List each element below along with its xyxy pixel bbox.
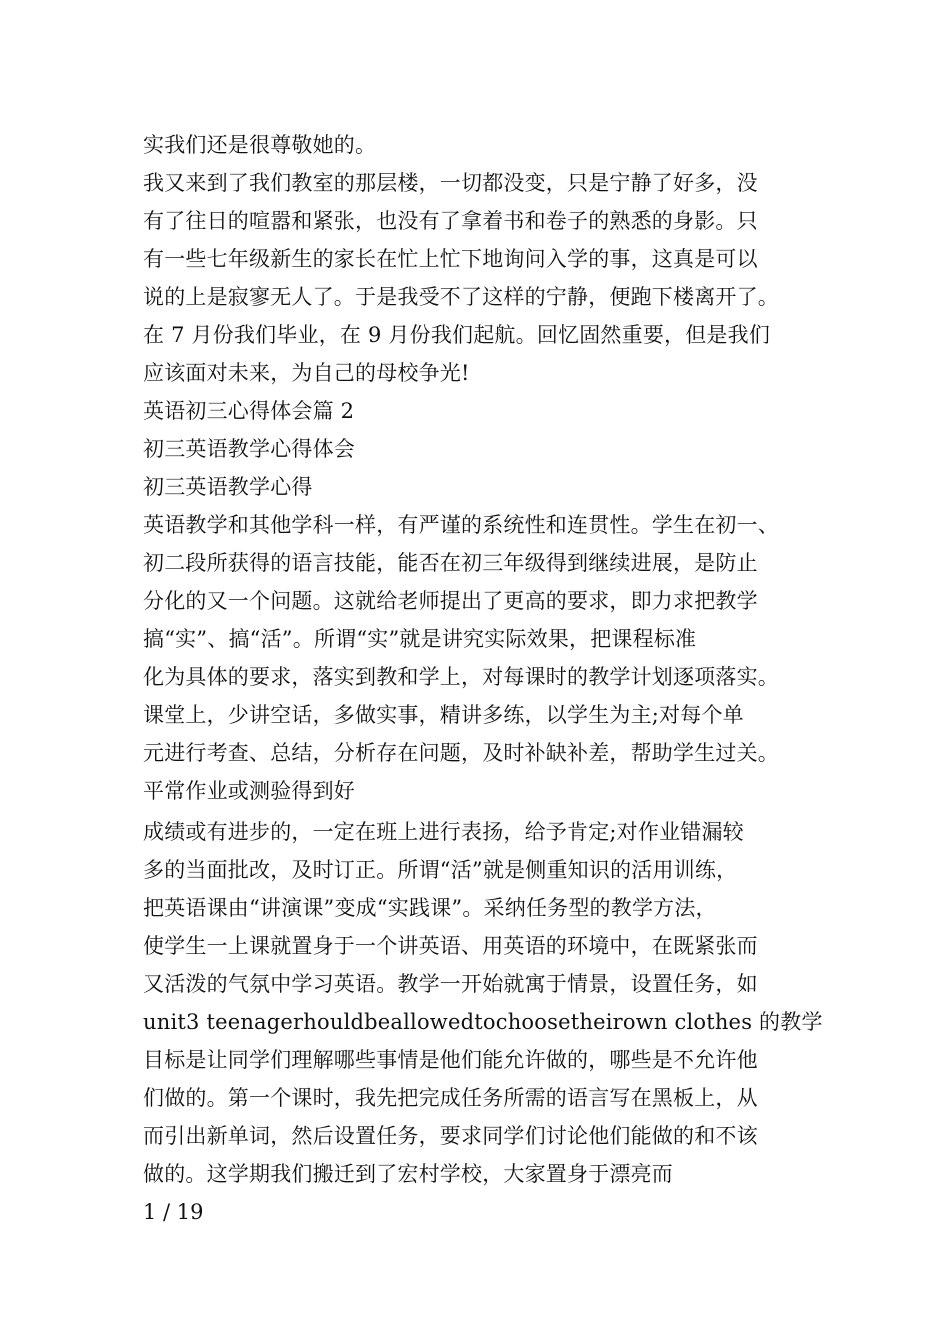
text-line: 分化的又一个问题。这就给老师提出了更高的要求，即力求把教学	[143, 589, 758, 613]
text-line: 在 7 月份我们毕业，在 9 月份我们起航。回忆固然重要，但是我们	[143, 323, 771, 347]
text-line: 们做的。第一个课时，我先把完成任务所需的语言写在黑板上，从	[143, 1086, 758, 1110]
text-line: 初二段所获得的语言技能，能否在初三年级得到继续进展，是防止	[143, 551, 758, 575]
text-line: 又活泼的气氛中学习英语。教学一开始就寓于情景，设置任务，如	[143, 972, 758, 996]
text-line: 化为具体的要求，落实到教和学上，对每课时的教学计划逐项落实。	[143, 665, 779, 689]
text-line: 说的上是寂寥无人了。于是我受不了这样的宁静，便跑下楼离开了。	[143, 285, 779, 309]
text-line: 元进行考查、总结，分析存在问题，及时补缺补差，帮助学生过关。	[143, 741, 779, 765]
text-line: 多的当面批改，及时订正。所谓“活”就是侧重知识的活用训练，	[143, 858, 738, 882]
section-heading: 英语初三心得体会篇 2	[143, 399, 355, 423]
text-line: 实我们还是很尊敬她的。	[143, 133, 377, 157]
text-line: 做的。这学期我们搬迁到了宏村学校，大家置身于漂亮而	[143, 1162, 673, 1186]
text-line: 搞“实”、搞“活”。所谓“实”就是讲究实际效果，把课程标准	[143, 627, 697, 651]
text-line: 有了往日的喧嚣和紧张，也没有了拿着书和卷子的熟悉的身影。只	[143, 209, 758, 233]
text-line: 应该面对未来，为自己的母校争光!	[143, 361, 470, 385]
text-line: 而引出新单词，然后设置任务，要求同学们讨论他们能做的和不该	[143, 1124, 758, 1148]
section-heading: 初三英语教学心得体会	[143, 437, 355, 461]
text-line: 我又来到了我们教室的那层楼，一切都没变，只是宁静了好多，没	[143, 171, 758, 195]
text-line: 平常作业或测验得到好	[143, 779, 355, 803]
text-line: 课堂上，少讲空话，多做实事，精讲多练，以学生为主;对每个单	[143, 703, 744, 727]
text-line: unit3 teenagerhouldbeallowedtochoosetheirown clothes 的教学	[143, 1010, 823, 1034]
text-line: 使学生一上课就置身于一个讲英语、用英语的环境中，在既紧张而	[143, 934, 758, 958]
page-indicator: 1 / 19	[143, 1200, 204, 1224]
text-line: 目标是让同学们理解哪些事情是他们能允许做的，哪些是不允许他	[143, 1048, 758, 1072]
section-heading: 初三英语教学心得	[143, 475, 313, 499]
text-line: 有一些七年级新生的家长在忙上忙下地询问入学的事，这真是可以	[143, 247, 758, 271]
text-line: 把英语课由“讲演课”变成“实践课”。采纳任务型的教学方法，	[143, 896, 717, 920]
text-line: 成绩或有进步的，一定在班上进行表扬，给予肯定;对作业错漏较	[143, 820, 744, 844]
text-line: 英语教学和其他学科一样，有严谨的系统性和连贯性。学生在初一、	[143, 513, 779, 537]
